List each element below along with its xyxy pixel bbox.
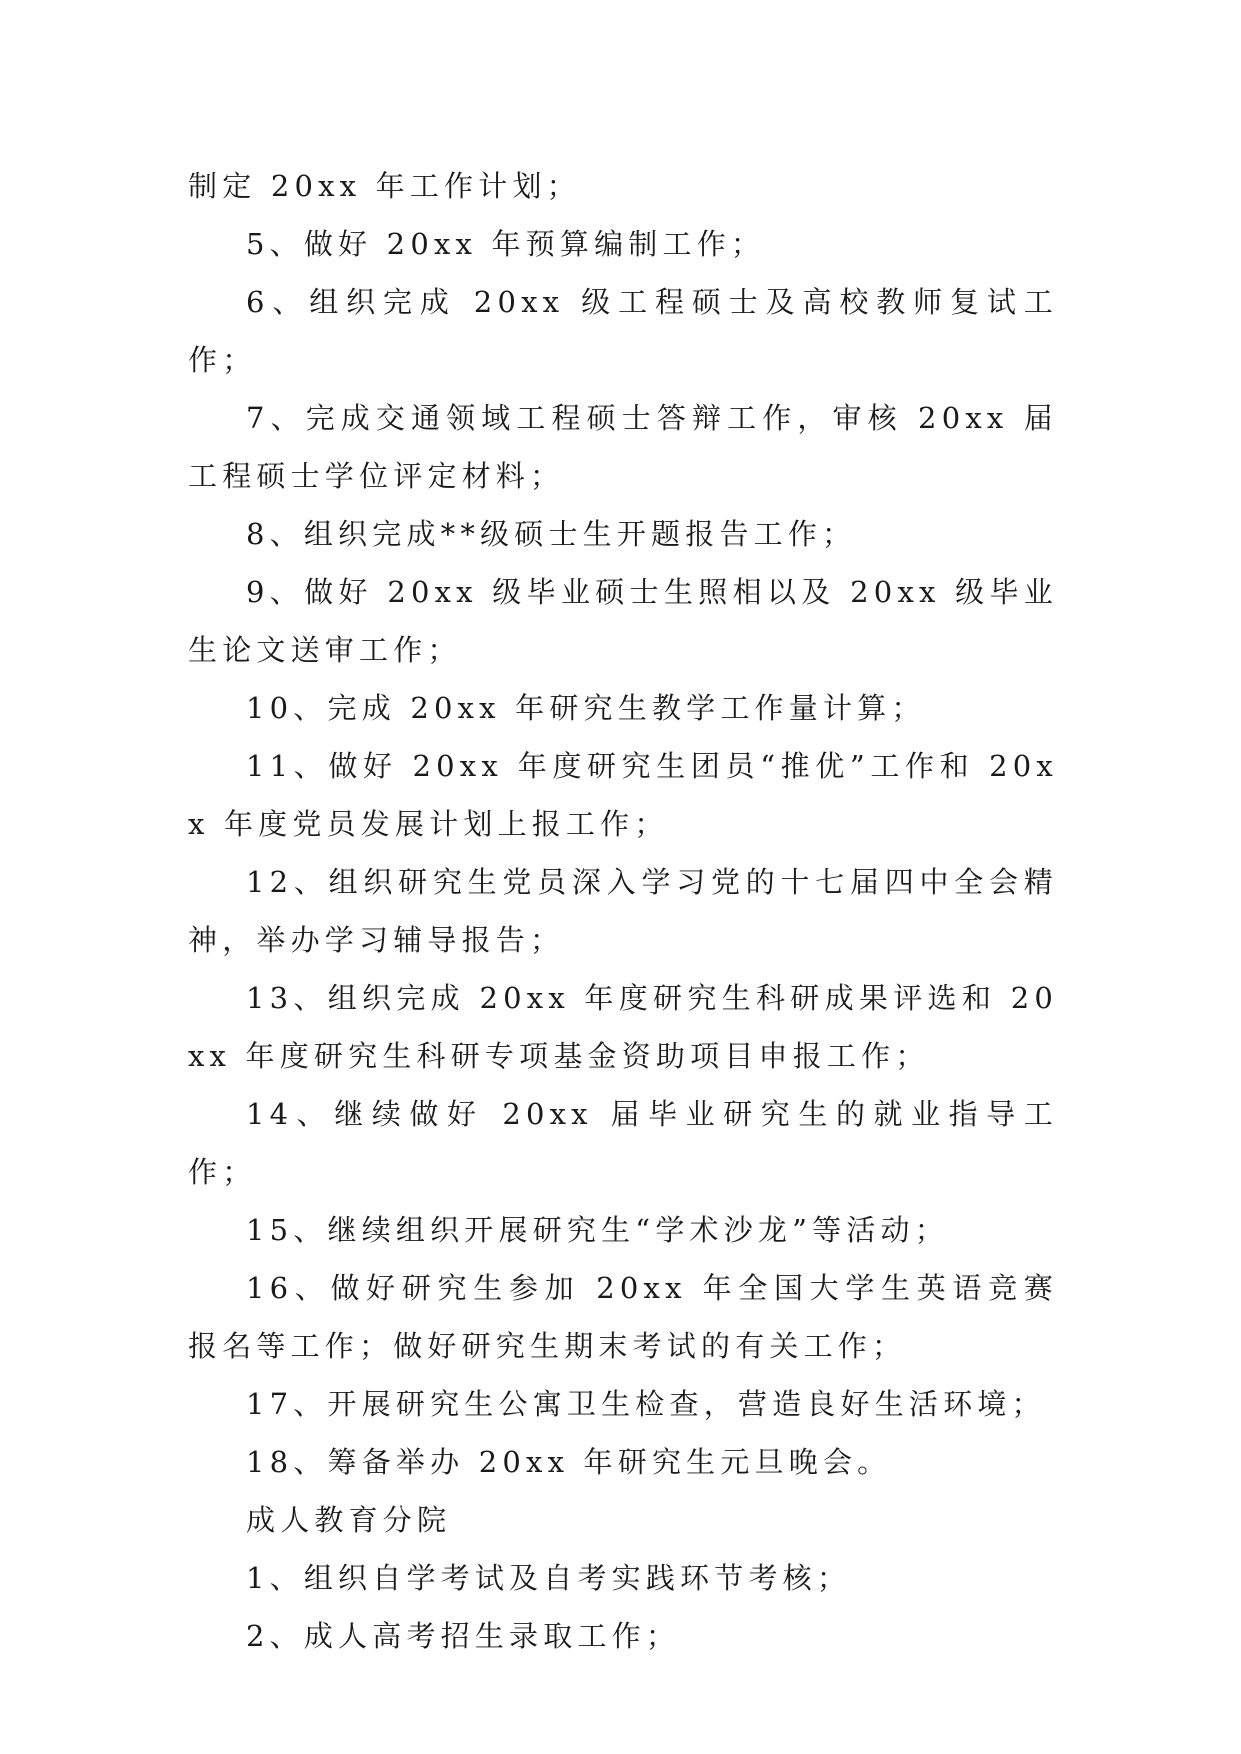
list-item-6: 6、组织完成 20xx 级工程硕士及高校教师复试工作； <box>188 285 1058 377</box>
section-heading: 成人教育分院 <box>246 1503 452 1537</box>
list-item-11: 11、做好 20xx 年度研究生团员“推优”工作和 20xx 年度党员发展计划上报工作； <box>188 749 1058 841</box>
list-item-5: 5、做好 20xx 年预算编制工作； <box>246 227 766 261</box>
list-item-17: 17、开展研究生公寓卫生检查，营造良好生活环境； <box>246 1387 1046 1421</box>
section-list-item-1: 1、组织自学考试及自考实践环节考核； <box>246 1561 852 1595</box>
list-item-13: 13、组织完成 20xx 年度研究生科研成果评选和 20xx 年度研究生科研专项基金资助项目申报工作； <box>188 981 1058 1073</box>
list-item-8: 8、组织完成**级硕士生开题报告工作； <box>246 517 857 551</box>
list-item-10: 10、完成 20xx 年研究生教学工作量计算； <box>246 691 926 725</box>
list-item-16: 16、做好研究生参加 20xx 年全国大学生英语竞赛报名等工作；做好研究生期末考试的有关工作； <box>188 1271 1058 1363</box>
list-item-14: 14、继续做好 20xx 届毕业研究生的就业指导工作； <box>188 1097 1058 1189</box>
list-item-15: 15、继续组织开展研究生“学术沙龙”等活动； <box>246 1213 949 1247</box>
section-list-item-2: 2、成人高考招生录取工作； <box>246 1619 681 1653</box>
list-item-7: 7、完成交通领域工程硕士答辩工作，审核 20xx 届工程硕士学位评定材料； <box>188 401 1058 493</box>
list-item-18: 18、筹备举办 20xx 年研究生元旦晚会。 <box>246 1445 892 1479</box>
list-item-12: 12、组织研究生党员深入学习党的十七届四中全会精神，举办学习辅导报告； <box>188 865 1058 957</box>
document-body <box>188 157 1058 1665</box>
list-item-9: 9、做好 20xx 级毕业硕士生照相以及 20xx 级毕业生论文送审工作； <box>188 575 1058 667</box>
paragraph-continuation: 制定 20xx 年工作计划； <box>188 169 581 203</box>
